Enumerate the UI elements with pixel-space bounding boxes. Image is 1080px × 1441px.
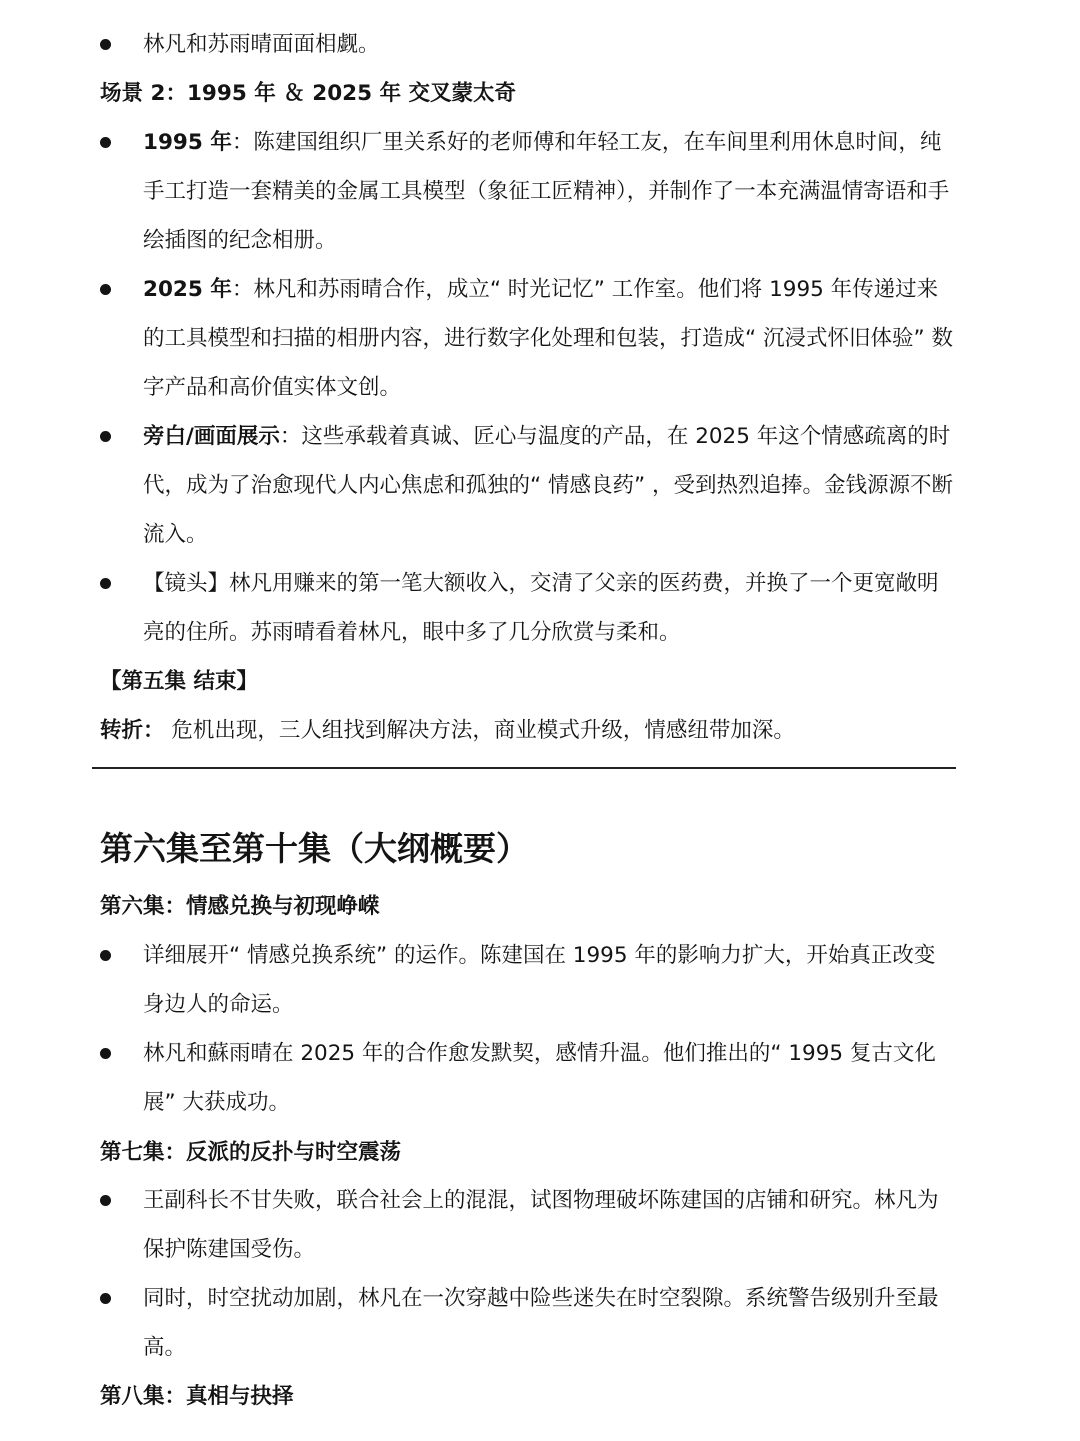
episode-heading: 第八集：真相与抉择: [100, 1384, 294, 1409]
episode-end-marker: 【第五集 结束】: [100, 669, 258, 694]
section-title: 第六集至第十集（大纲概要）: [100, 829, 529, 868]
bullet-dot-icon: [100, 1293, 111, 1304]
episode-heading: 第七集：反派的反扑与时空震荡: [100, 1140, 402, 1165]
list-item-text: 详细展开“ 情感兑换系统” 的运作。陈建国在 1995 年的影响力扩大，开始真正改变身边人的命运。: [143, 943, 936, 1017]
turning-label: 转折：: [100, 718, 165, 743]
list-item-label: 1995 年: [143, 130, 232, 155]
list-item-text: 王副科长不甘失败，联合社会上的混混，试图物理破坏陈建国的店铺和研究。林凡为保护陈建国受伤。: [143, 1188, 939, 1262]
list-item-text: ：林凡和苏雨晴合作，成立“ 时光记忆” 工作室。他们将 1995 年传递过来的工具模型和扫描的相册内容，进行数字化处理和包装，打造成“ 沉浸式怀旧体验” 数字产品和高价值实体文创。: [143, 277, 953, 400]
horizontal-divider: [92, 767, 956, 769]
bullet-dot-icon: [100, 950, 111, 961]
turning-text: 危机出现，三人组找到解决方法，商业模式升级，情感纽带加深。: [164, 718, 795, 743]
list-item-text: ：这些承载着真诚、匠心与温度的产品，在 2025 年这个情感疏离的时代，成为了治愈现代人内心焦虑和孤独的“ 情感良药” ，受到热烈追捧。金钱源源不断流入。: [143, 424, 953, 547]
list-item-text: 同时，时空扰动加剧，林凡在一次穿越中险些迷失在时空裂隙。系统警告级别升至最高。: [143, 1286, 939, 1360]
bullet-dot-icon: [100, 284, 111, 295]
bullet-dot-icon: [100, 1195, 111, 1206]
list-item-label: 旁白/画面展示: [143, 424, 280, 449]
episode-heading: 第六集：情感兑换与初现峥嵘: [100, 894, 380, 919]
list-item-text: ：陈建国组织厂里关系好的老师傅和年轻工友，在车间里利用休息时间，纯手工打造一套精美的金属工具模型（象征工匠精神），并制作了一本充满温情寄语和手绘插图的纪念相册。: [143, 130, 950, 253]
list-item-text: 林凡和蘇雨晴在 2025 年的合作愈发默契，感情升温。他们推出的“ 1995 复古文化展” 大获成功。: [143, 1041, 936, 1115]
list-item-text: 【镜头】林凡用赚来的第一笔大额收入，交清了父亲的医药费，并换了一个更宽敞明亮的住所。苏雨晴看着林凡，眼中多了几分欣赏与柔和。: [143, 571, 939, 645]
bullet-dot-icon: [100, 578, 111, 589]
bullet-dot-icon: [100, 431, 111, 442]
bullet-dot-icon: [100, 39, 111, 50]
turning-point: [100, 706, 795, 755]
list-item-label: 2025 年: [143, 277, 232, 302]
scene-heading: 场景 2：1995 年 ＆ 2025 年 交叉蒙太奇: [100, 81, 517, 106]
bullet-dot-icon: [100, 1048, 111, 1059]
bullet-dot-icon: [100, 137, 111, 148]
list-item-text: 林凡和苏雨晴面面相觑。: [143, 32, 380, 57]
